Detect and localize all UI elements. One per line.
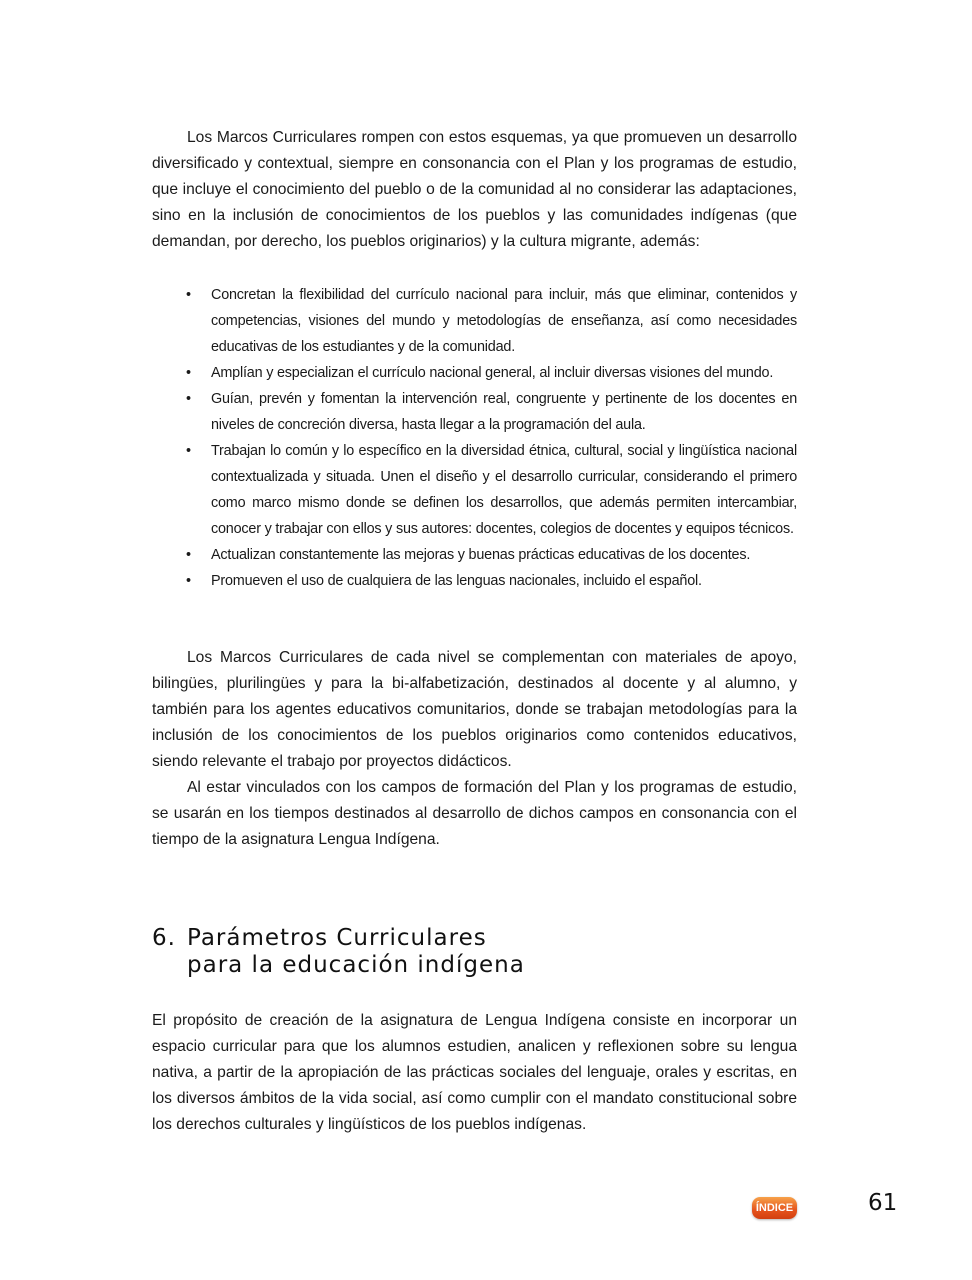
- index-button[interactable]: ÍNDICE: [752, 1197, 797, 1219]
- list-item: [152, 360, 797, 386]
- bullet-icon: •: [186, 287, 191, 303]
- list-item-text: Guían, prevén y fomentan la intervención real, congruente y pertinente de los docentes en niveles de concreción diversa, hasta llegar a la programación del aula.: [211, 391, 797, 433]
- section-paragraph: El propósito de creación de la asignatura de Lengua Indígena consiste en incorporar un espacio curricular para que los alumnos estudien, analicen y reflexionen sobre su lengua nativa, a partir de la apropiación de las prácticas sociales del lenguaje, orales y escritas, en los diversos ámbitos de la vida social, así como cumplir con el mandato constitucional sobre los derechos culturales y lingüísticos de los pueblos indígenas.: [152, 1012, 797, 1133]
- bullet-icon: •: [186, 365, 191, 381]
- section-number: 6.: [152, 925, 176, 951]
- bullet-list: [152, 282, 797, 594]
- paragraph-3: Al estar vinculados con los campos de formación del Plan y los programas de estudio, se usarán en los tiempos destinados al desarrollo de dichos campos en consonancia con el tiempo de la asignatura Lengua Indígena.: [152, 779, 797, 848]
- section-title-line1: Parámetros Curriculares: [187, 925, 487, 951]
- list-item-text: Promueven el uso de cualquiera de las lenguas nacionales, incluido el español.: [211, 573, 702, 589]
- list-item-text: Actualizan constantemente las mejoras y buenas prácticas educativas de los docentes.: [211, 547, 751, 563]
- list-item-text: Amplían y especializan el currículo nacional general, al incluir diversas visiones del mundo.: [211, 365, 774, 381]
- bullet-icon: •: [186, 443, 191, 459]
- list-item-text: Trabajan lo común y lo específico en la diversidad étnica, cultural, social y lingüística nacional contextualizada y situada. Unen el diseño y el desarrollo curricular, considerando el primero como marco mismo donde se definen los desarrollos, que además permiten intercambiar, conocer y trabajar con ellos y sus autores: docentes, colegios de docentes y equipos técnicos.: [211, 443, 797, 537]
- bullet-list-block: [152, 282, 797, 594]
- intro-block: [152, 125, 797, 255]
- intro-paragraph: Los Marcos Curriculares rompen con estos esquemas, ya que promueven un desarrollo diversificado y contextual, siempre en consonancia con el Plan y los programas de estudio, que incluye el conocimiento del pueblo o de la comunidad al no considerar las adaptaciones, sino en la inclusión de conocimientos de los pueblos y las comunidades indígenas (que demandan, por derecho, los pueblos originarios) y la cultura migrante, además:: [152, 129, 797, 250]
- list-item: [152, 282, 797, 360]
- list-item: [152, 568, 797, 594]
- list-item: [152, 386, 797, 438]
- bullet-icon: •: [186, 573, 191, 589]
- list-item: [152, 542, 797, 568]
- list-item-text: Concretan la flexibilidad del currículo nacional para incluir, más que eliminar, contenidos y competencias, visiones del mundo y metodologías de enseñanza, así como necesidades educativas de los estudiantes y de la comunidad.: [211, 287, 797, 355]
- list-item: [152, 438, 797, 542]
- page-number: 61: [868, 1190, 898, 1216]
- bullet-icon: •: [186, 547, 191, 563]
- section-body: [152, 1008, 797, 1138]
- body-block: [152, 645, 797, 853]
- paragraph-2: Los Marcos Curriculares de cada nivel se complementan con materiales de apoyo, bilingües, plurilingües y para la bi-alfabetización, destinados al docente y al alumno, y también para los agentes educativos comunitarios, donde se trabajan metodologías para la inclusión de los conocimientos de los pueblos originarios como contenidos educativos, siendo relevante el trabajo por proyectos didácticos.: [152, 649, 797, 770]
- section-title: [152, 925, 797, 979]
- bullet-icon: •: [186, 391, 191, 407]
- section-title-line2: para la educación indígena: [187, 952, 525, 978]
- section-heading: [152, 925, 797, 979]
